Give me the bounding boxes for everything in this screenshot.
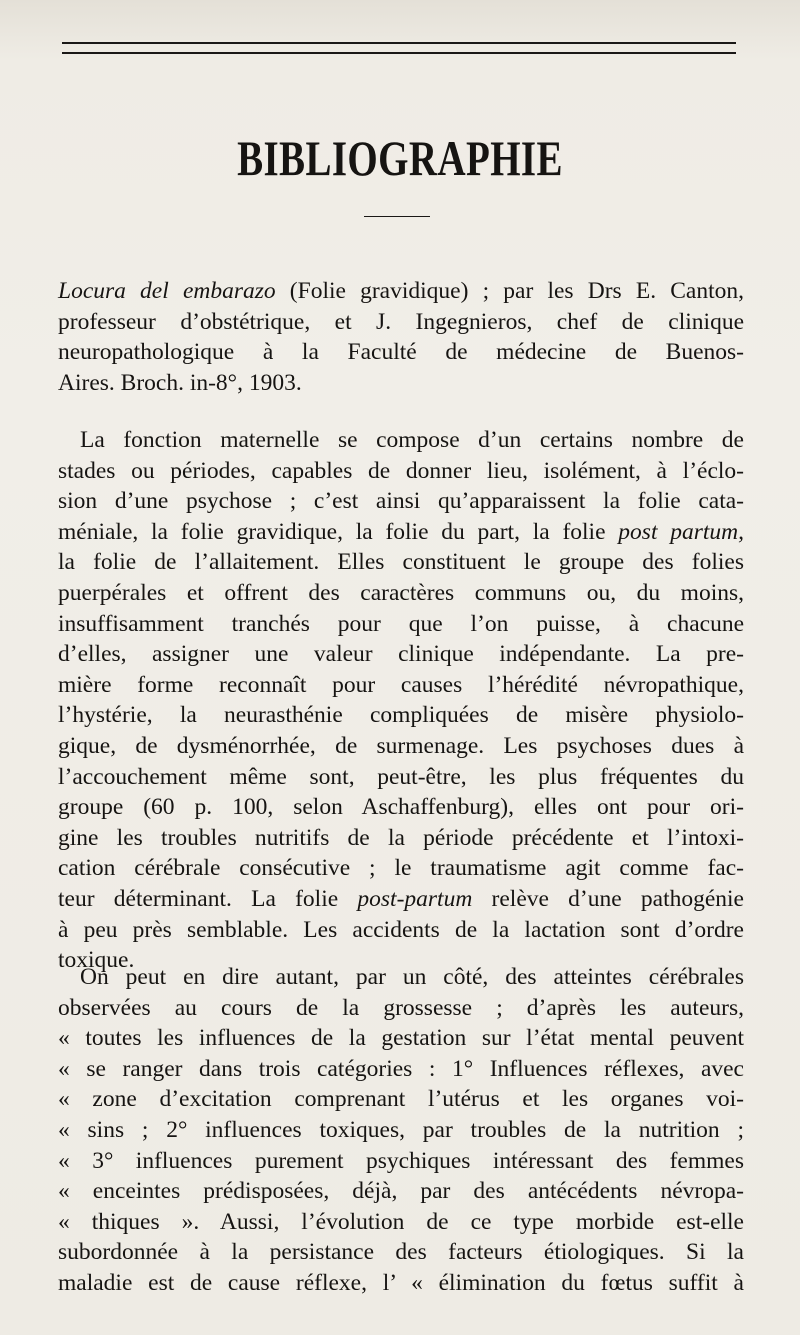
entry-line-2: professeur d’obstétrique, et J. Ingegnieros, chef de clinique [58,308,744,335]
p1-line-14: gine les troubles nutritifs de la période précédente et l’intoxi- [58,824,744,851]
entry-line-3: neuropathologique à la Faculté de médecine de Buenos- [58,339,744,366]
entry-title: Locura del embarazo [58,278,276,304]
header-double-rule [62,42,736,54]
p1-line-4: méniale, la folie gravidique, la folie du part, la folie post partum, [58,518,745,545]
p1-line-7: insuffisamment tranchés pour que l’on puisse, à chacune [58,610,744,637]
p1-line-12: l’accouchement même sont, peut-être, les plus fréquentes du [58,763,744,790]
title-underline-rule [364,216,430,217]
p1-line-13: groupe (60 p. 100, selon Aschaffenburg), elles ont pour ori- [58,794,744,821]
p1-line-2: stades ou périodes, capables de donner lieu, isolément, à l’éclo- [58,457,744,484]
p2-line-2: observées au cours de la grossesse ; d’après les auteurs, [58,994,744,1021]
entry-line-4: Aires. Broch. in-8°, 1903. [58,369,302,396]
p1-line-15: cation cérébrale consécutive ; le traumatisme agit comme fac- [58,855,744,882]
p1-line-1: La fonction maternelle se compose d’un certains nombre de [80,427,744,453]
p1-line-17: à peu près semblable. Les accidents de la lactation sont d’ordre [58,916,744,943]
p2-line-10: subordonnée à la persistance des facteurs étiologiques. Si la [58,1239,744,1266]
p2-line-8: « enceintes prédisposées, déjà, par des antécédents névropa- [58,1178,744,1205]
italic-post-partum: post partum, [618,518,745,545]
p2-line-6: « sins ; 2° influences toxiques, par troubles de la nutrition ; [58,1116,744,1143]
p1-line-16: teur déterminant. La folie post-partum relève d’une pathogénie [58,885,744,912]
bibliography-entry [58,276,744,398]
p2-line-5: « zone d’excitation comprenant l’utérus et les organes voi- [58,1086,744,1113]
p2-line-4: « se ranger dans trois catégories : 1° Influences réflexes, avec [58,1055,744,1082]
paragraph-1 [58,425,744,976]
p2-line-1: On peut en dire autant, par un côté, des atteintes cérébrales [80,964,744,990]
p2-line-9: « thiques ». Aussi, l’évolution de ce type morbide est-elle [58,1208,744,1235]
paragraph-2 [58,962,744,1299]
p1-line-5: la folie de l’allaitement. Elles constituent le groupe des folies [58,549,744,576]
p2-line-7: « 3° influences purement psychiques intéressant des femmes [58,1147,744,1174]
italic-post-partum-2: post-partum [357,885,473,912]
section-title: BIBLIOGRAPHIE [237,130,563,186]
p2-line-3: « toutes les influences de la gestation sur l’état mental peuvent [58,1025,744,1052]
entry-line-1: Locura del embarazo (Folie gravidique) ; par les Drs E. Canton, [58,278,745,304]
p1-line-9: mière forme reconnaît pour causes l’hérédité névropathique, [58,671,744,698]
p2-line-11: maladie est de cause réflexe, l’ « élimination du fœtus suffit à [58,1269,744,1296]
p1-line-6: puerpérales et offrent des caractères communs ou, du moins, [58,579,744,606]
p1-line-18: toxique. [58,947,135,974]
p1-line-3: sion d’une psychose ; c’est ainsi qu’apparaissent la folie cata- [58,488,744,515]
p1-line-8: d’elles, assigner une valeur clinique indépendante. La pre- [58,641,744,668]
p1-line-11: gique, de dysménorrhée, de surmenage. Les psychoses dues à [58,732,744,759]
p1-line-10: l’hystérie, la neurasthénie compliquées de misère physiolo- [58,702,744,729]
